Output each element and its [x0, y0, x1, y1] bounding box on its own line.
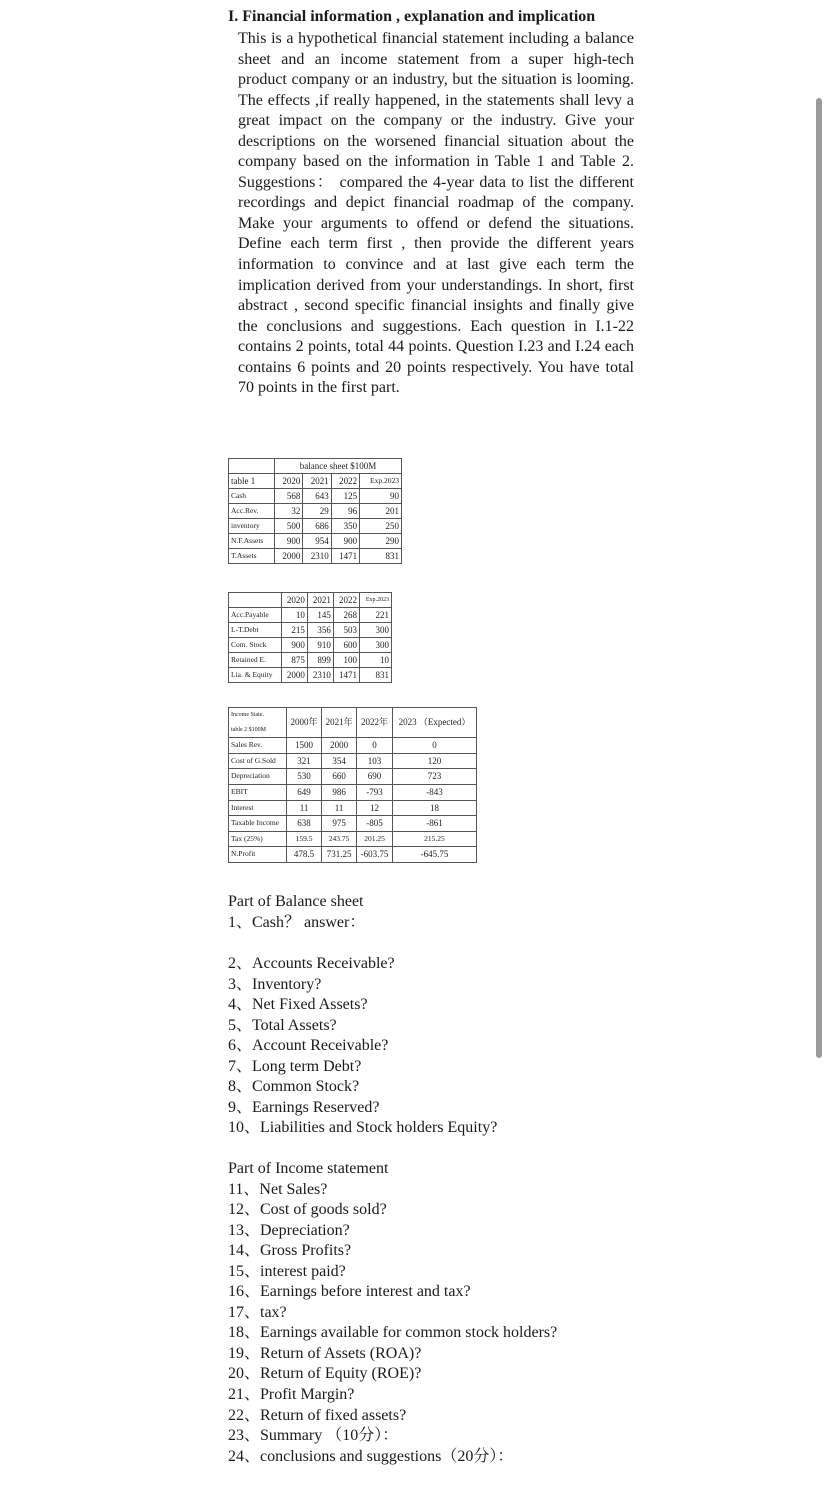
- table-cell: 986: [322, 784, 357, 800]
- row-label: Taxable Income: [229, 816, 287, 832]
- table-cell: 831: [360, 549, 402, 564]
- question-item: 7、Long term Debt?: [228, 1057, 362, 1075]
- table-row: [229, 653, 392, 668]
- table-row: [229, 474, 402, 489]
- table-corner-line: Income State.: [231, 712, 264, 718]
- table-row: [229, 549, 402, 564]
- table-cell: 215: [281, 623, 307, 638]
- question-item: 5、Total Assets?: [228, 1016, 337, 1034]
- column-header: Exp.2023: [360, 474, 402, 489]
- row-label: L-T.Debt: [229, 623, 282, 638]
- table-cell: 731.25: [322, 847, 357, 863]
- table-corner-label: [229, 708, 287, 738]
- question-item: 1、Cash？ answer：: [228, 913, 366, 931]
- table-cell: 321: [287, 753, 322, 769]
- table-cell: 0: [357, 738, 393, 754]
- table-cell: 11: [287, 800, 322, 816]
- table-cell: 145: [307, 608, 333, 623]
- question-item: 19、Return of Assets (ROA)?: [228, 1344, 422, 1362]
- question-item: 2、Accounts Receivable?: [228, 955, 395, 972]
- table-row: [229, 708, 477, 738]
- table-cell: 690: [357, 769, 393, 785]
- table-row: [229, 784, 477, 800]
- row-label: N.F.Assets: [229, 534, 275, 549]
- column-header: 2021: [307, 593, 333, 608]
- question-item: 9、Earnings Reserved?: [228, 1098, 380, 1116]
- table-row: [229, 608, 392, 623]
- question-item: 16、Earnings before interest and tax?: [228, 1283, 471, 1301]
- row-label: Retained E.: [229, 653, 282, 668]
- column-header: 2022: [331, 474, 359, 489]
- table-cell: 10: [360, 653, 392, 668]
- column-header: 2023 （Expected）: [392, 708, 476, 738]
- table-cell: 2000: [275, 549, 303, 564]
- column-header: 2020: [281, 593, 307, 608]
- table-cell: 159.5: [287, 831, 322, 847]
- table-row: [229, 534, 402, 549]
- table-cell: 954: [303, 534, 331, 549]
- table-cell: 1471: [331, 549, 359, 564]
- row-label: T.Assets: [229, 549, 275, 564]
- table-cell: 910: [307, 638, 333, 653]
- row-label: Acc.Payable: [229, 608, 282, 623]
- income-statement-table: [228, 707, 477, 863]
- question-item: 11、Net Sales?: [228, 1180, 328, 1198]
- row-label: Acc.Rev.: [229, 504, 275, 519]
- question-item: 12、Cost of goods sold?: [228, 1201, 387, 1219]
- table-cell: 11: [322, 800, 357, 816]
- table-row: [229, 738, 477, 754]
- table-row: [229, 668, 392, 683]
- table-cell: 350: [331, 519, 359, 534]
- table-cell: 201.25: [357, 831, 393, 847]
- table-row: [229, 519, 402, 534]
- table-row: [229, 638, 392, 653]
- row-label: Cost of G.Sold: [229, 753, 287, 769]
- scrollbar[interactable]: [816, 98, 822, 1058]
- table-cell: 478.5: [287, 847, 322, 863]
- table-cell: 290: [360, 534, 402, 549]
- row-label: Cash: [229, 489, 275, 504]
- table-cell: 1500: [287, 738, 322, 754]
- table-row: [229, 459, 402, 474]
- section-title: Part of Balance sheet: [228, 893, 364, 910]
- question-item: 8、Common Stock?: [228, 1078, 360, 1096]
- table-cell: 638: [287, 816, 322, 832]
- section-title: Part of Income statement: [228, 1160, 389, 1177]
- question-item: 24、conclusions and suggestions（20分）：: [228, 1447, 514, 1465]
- table-cell: -645.75: [392, 847, 476, 863]
- table-cell: 660: [322, 769, 357, 785]
- table-cell: 32: [275, 504, 303, 519]
- table-cell: 500: [275, 519, 303, 534]
- table-cell: 29: [303, 504, 331, 519]
- table-cell: 600: [333, 638, 359, 653]
- table-row: [229, 769, 477, 785]
- question-item: 6、Account Receivable?: [228, 1037, 389, 1055]
- table-cell: -861: [392, 816, 476, 832]
- question-item: 4、Net Fixed Assets?: [228, 996, 368, 1014]
- table-cell: 831: [360, 668, 392, 683]
- table-row: [229, 816, 477, 832]
- row-label: Depreciation: [229, 769, 287, 785]
- table-cell: 12: [357, 800, 393, 816]
- table-row: [229, 489, 402, 504]
- column-header: 2020: [275, 474, 303, 489]
- table-cell: 686: [303, 519, 331, 534]
- table-row: [229, 831, 477, 847]
- question-item: 3、Inventory?: [228, 975, 322, 993]
- row-label: Sales Rev.: [229, 738, 287, 754]
- table-row: [229, 504, 402, 519]
- question-item: 17、tax?: [228, 1303, 287, 1321]
- row-label: Com. Stock: [229, 638, 282, 653]
- question-item: 13、Depreciation?: [228, 1221, 350, 1239]
- table-cell: -843: [392, 784, 476, 800]
- table-cell: 250: [360, 519, 402, 534]
- table-cell: 875: [281, 653, 307, 668]
- table-cell: 0: [392, 738, 476, 754]
- table-cell: [229, 459, 275, 474]
- table-row: [229, 800, 477, 816]
- table-cell: 503: [333, 623, 359, 638]
- table-cell: 530: [287, 769, 322, 785]
- section-heading: I. Financial information , explanation and implication: [228, 8, 596, 25]
- table-cell: [229, 593, 282, 608]
- table-row: [229, 623, 392, 638]
- column-header: 2000年: [287, 708, 322, 738]
- table-cell: 568: [275, 489, 303, 504]
- table-cell: 356: [307, 623, 333, 638]
- balance-sheet-liabilities-table: [228, 592, 392, 683]
- table-row: [229, 593, 392, 608]
- table-cell: 2000: [322, 738, 357, 754]
- row-label: N.Profit: [229, 847, 287, 863]
- row-label: EBIT: [229, 784, 287, 800]
- question-item: 18、Earnings available for common stock holders?: [228, 1324, 558, 1342]
- table-cell: -603.75: [357, 847, 393, 863]
- table-cell: 899: [307, 653, 333, 668]
- table-cell: 300: [360, 638, 392, 653]
- table-cell: 100: [333, 653, 359, 668]
- table-cell: 90: [360, 489, 402, 504]
- intro-paragraph: This is a hypothetical financial statement including a balance sheet and an income statement from a super high-tech product company or an industry, but the situation is looming. The effects ,if really happened, in the statements shall levy a great impact on the company or the industry. Give your descriptions on the worsened financial situation about the company based on the information in Table 1 and Table 2. Suggestions： compared the 4-year data to list the different recordings and depict financial roadmap of the company. Make your arguments to offend or defend the situations. Define each term first , then provide the different years information to convince and at last give each term the implication derived from your understandings. In short, first abstract , second specific financial insights and finally give the conclusions and suggestions. Each question in I.1-22 contains 2 points, total 44 points. Question I.23 and I.24 each contains 6 points and 20 points respectively. You have total 70 points in the first part.: [238, 30, 634, 397]
- question-item: 10、Liabilities and Stock holders Equity?: [228, 1119, 498, 1137]
- table-cell: 2000: [281, 668, 307, 683]
- table-row: [229, 753, 477, 769]
- balance-sheet-assets-table: [228, 458, 402, 564]
- table-cell: 96: [331, 504, 359, 519]
- row-label: inventory: [229, 519, 275, 534]
- table-cell: 900: [331, 534, 359, 549]
- row-label: Tax (25%): [229, 831, 287, 847]
- table-cell: 975: [322, 816, 357, 832]
- question-item: 14、Gross Profits?: [228, 1242, 352, 1260]
- table-cell: 221: [360, 608, 392, 623]
- table-cell: 649: [287, 784, 322, 800]
- row-label: Lia. & Equity: [229, 668, 282, 683]
- table-cell: 643: [303, 489, 331, 504]
- table-corner-line: table 2 $100M: [231, 726, 266, 733]
- table-cell: 215.25: [392, 831, 476, 847]
- column-header: 2022年: [357, 708, 393, 738]
- table-corner-label: table 1: [229, 474, 275, 489]
- table-cell: 2310: [303, 549, 331, 564]
- table-title: balance sheet $100M: [275, 459, 402, 474]
- question-item: 20、Return of Equity (ROE)?: [228, 1365, 422, 1383]
- table-cell: 201: [360, 504, 402, 519]
- table-cell: 354: [322, 753, 357, 769]
- table-cell: 723: [392, 769, 476, 785]
- income-statement-questions: [228, 1159, 768, 1467]
- row-label: Interest: [229, 800, 287, 816]
- table-cell: 18: [392, 800, 476, 816]
- table-row: [229, 847, 477, 863]
- table-cell: 120: [392, 753, 476, 769]
- table-cell: 900: [281, 638, 307, 653]
- table-cell: 125: [331, 489, 359, 504]
- table-cell: 243.75: [322, 831, 357, 847]
- column-header: 2021: [303, 474, 331, 489]
- table-cell: 1471: [333, 668, 359, 683]
- table-cell: 900: [275, 534, 303, 549]
- question-item: 15、interest paid?: [228, 1262, 346, 1280]
- table-cell: 268: [333, 608, 359, 623]
- column-header: Exp.2023: [360, 593, 392, 608]
- balance-sheet-questions-header: [228, 892, 768, 933]
- question-item: 21、Profit Margin?: [228, 1386, 355, 1404]
- table-cell: 300: [360, 623, 392, 638]
- table-cell: 103: [357, 753, 393, 769]
- table-cell: 10: [281, 608, 307, 623]
- column-header: 2022: [333, 593, 359, 608]
- question-item: 22、Return of fixed assets?: [228, 1406, 407, 1424]
- balance-sheet-questions: [228, 954, 768, 1139]
- table-cell: -805: [357, 816, 393, 832]
- column-header: 2021年: [322, 708, 357, 738]
- table-cell: 2310: [307, 668, 333, 683]
- question-item: 23、Summary （10分）：: [228, 1427, 399, 1445]
- table-cell: -793: [357, 784, 393, 800]
